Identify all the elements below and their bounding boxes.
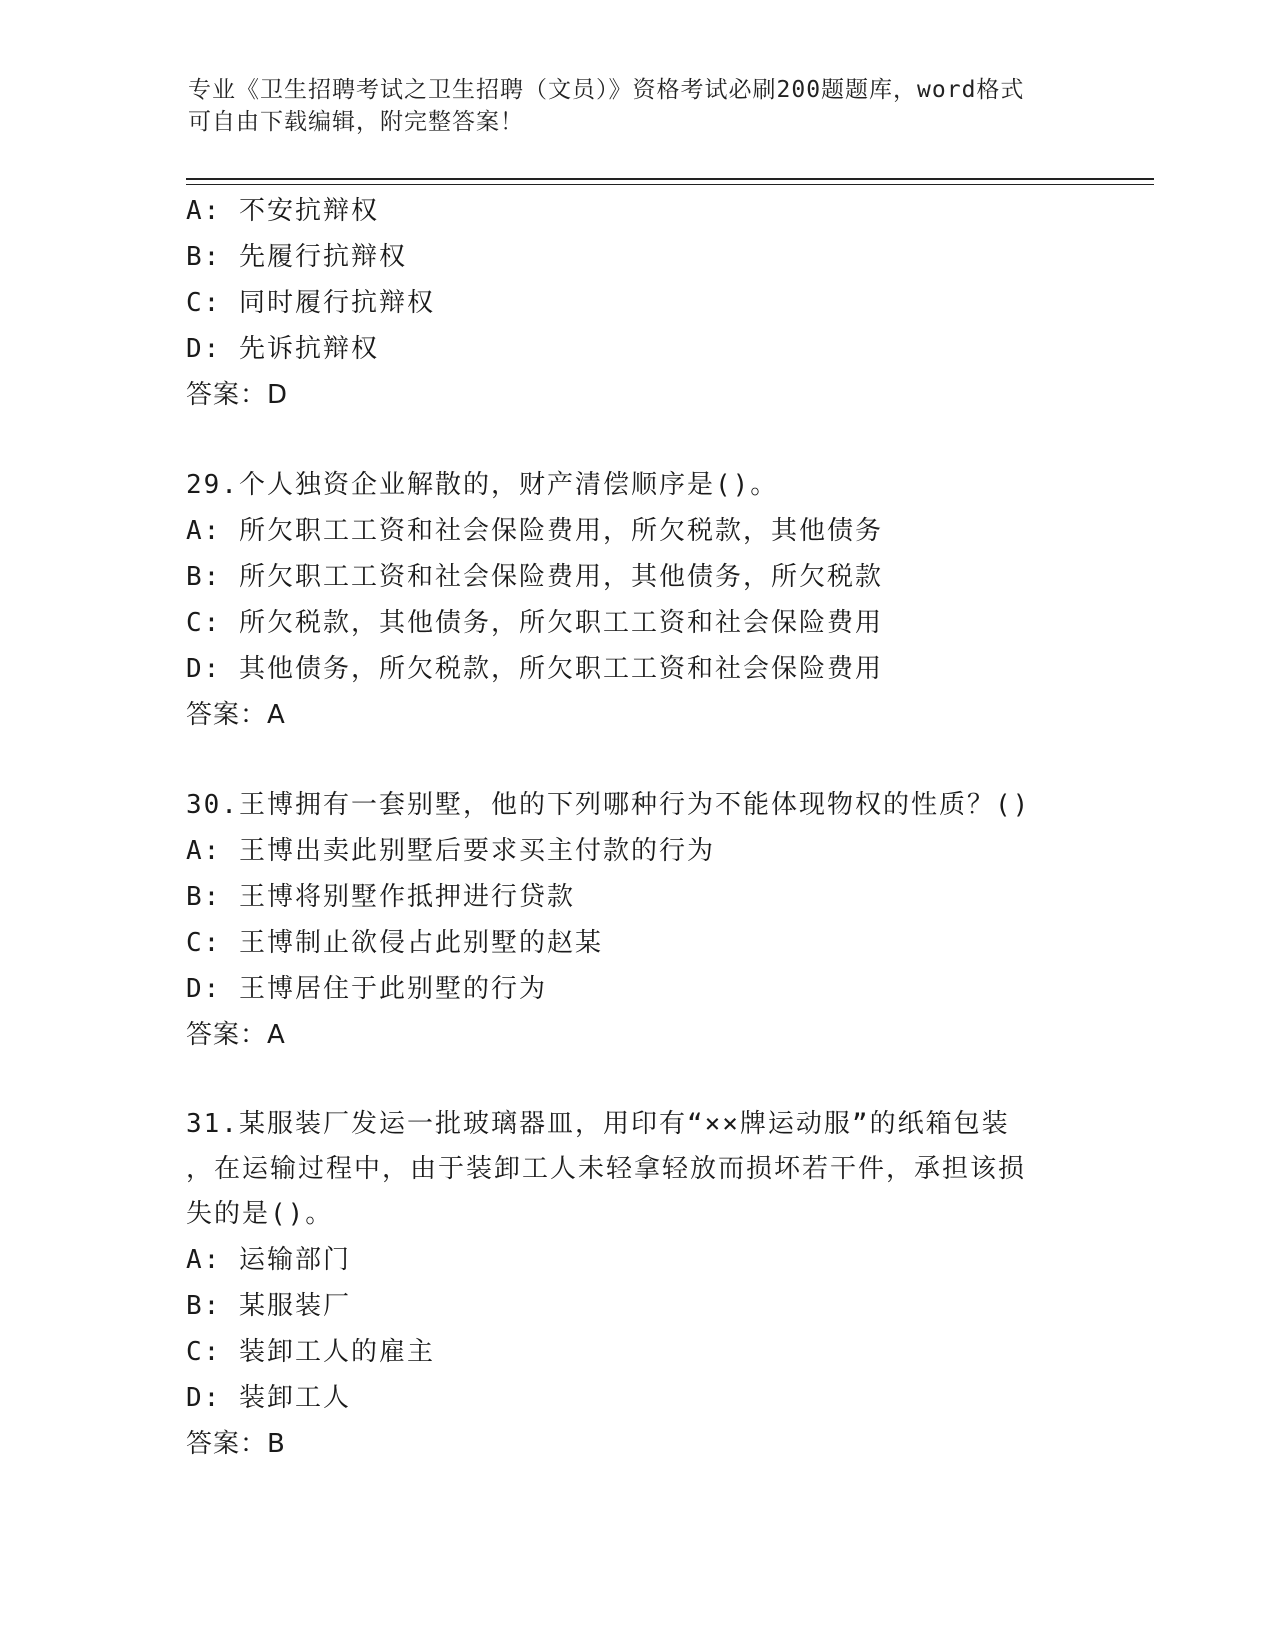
page-header (188, 74, 1068, 138)
answer: 答案：A (186, 1020, 286, 1050)
option-d: D: 先诉抗辩权 (186, 334, 379, 364)
header-rule-thin (186, 184, 1154, 185)
option-a: A: 王博出卖此别墅后要求买主付款的行为 (186, 836, 715, 866)
question-text-line-1: 31.某服装厂发运一批玻璃器皿，用印有“××牌运动服”的纸箱包装 (186, 1109, 1010, 1139)
option-b: B: 所欠职工工资和社会保险费用，其他债务，所欠税款 (186, 562, 883, 592)
header-rule-thick (186, 178, 1154, 180)
question-29 (186, 462, 1086, 738)
question-30 (186, 782, 1086, 1058)
header-line-1: 专业《卫生招聘考试之卫生招聘（文员）》资格考试必刷200题题库，word格式 (188, 77, 1025, 103)
question-text-line-3: 失的是()。 (186, 1199, 334, 1229)
answer: 答案：A (186, 700, 286, 730)
option-d: D: 装卸工人 (186, 1383, 351, 1413)
header-line-2: 可自由下载编辑，附完整答案！ (188, 109, 524, 135)
question-31 (186, 1102, 1086, 1467)
option-d: D: 王博居住于此别墅的行为 (186, 974, 547, 1004)
option-b: B: 先履行抗辩权 (186, 242, 407, 272)
option-c: C: 所欠税款，其他债务，所欠职工工资和社会保险费用 (186, 608, 883, 638)
option-a: A: 所欠职工工资和社会保险费用，所欠税款，其他债务 (186, 516, 883, 546)
question-text: 29.个人独资企业解散的，财产清偿顺序是()。 (186, 470, 779, 500)
spacer (186, 1058, 1086, 1102)
question-list (186, 188, 1086, 1467)
option-b: B: 王博将别墅作抵押进行贷款 (186, 882, 575, 912)
option-c: C: 装卸工人的雇主 (186, 1337, 435, 1367)
option-b: B: 某服装厂 (186, 1291, 351, 1321)
spacer (186, 418, 1086, 462)
option-a: A: 不安抗辩权 (186, 196, 379, 226)
question-28 (186, 188, 1086, 418)
question-text: 30.王博拥有一套别墅，他的下列哪种行为不能体现物权的性质？() (186, 790, 1031, 820)
question-text-line-2: ，在运输过程中，由于装卸工人未轻拿轻放而损坏若干件，承担该损 (186, 1154, 1027, 1184)
answer: 答案：D (186, 380, 289, 410)
option-d: D: 其他债务，所欠税款，所欠职工工资和社会保险费用 (186, 654, 883, 684)
option-a: A: 运输部门 (186, 1245, 351, 1275)
option-c: C: 同时履行抗辩权 (186, 288, 435, 318)
spacer (186, 738, 1086, 782)
option-c: C: 王博制止欲侵占此别墅的赵某 (186, 928, 603, 958)
answer: 答案：B (186, 1429, 286, 1459)
